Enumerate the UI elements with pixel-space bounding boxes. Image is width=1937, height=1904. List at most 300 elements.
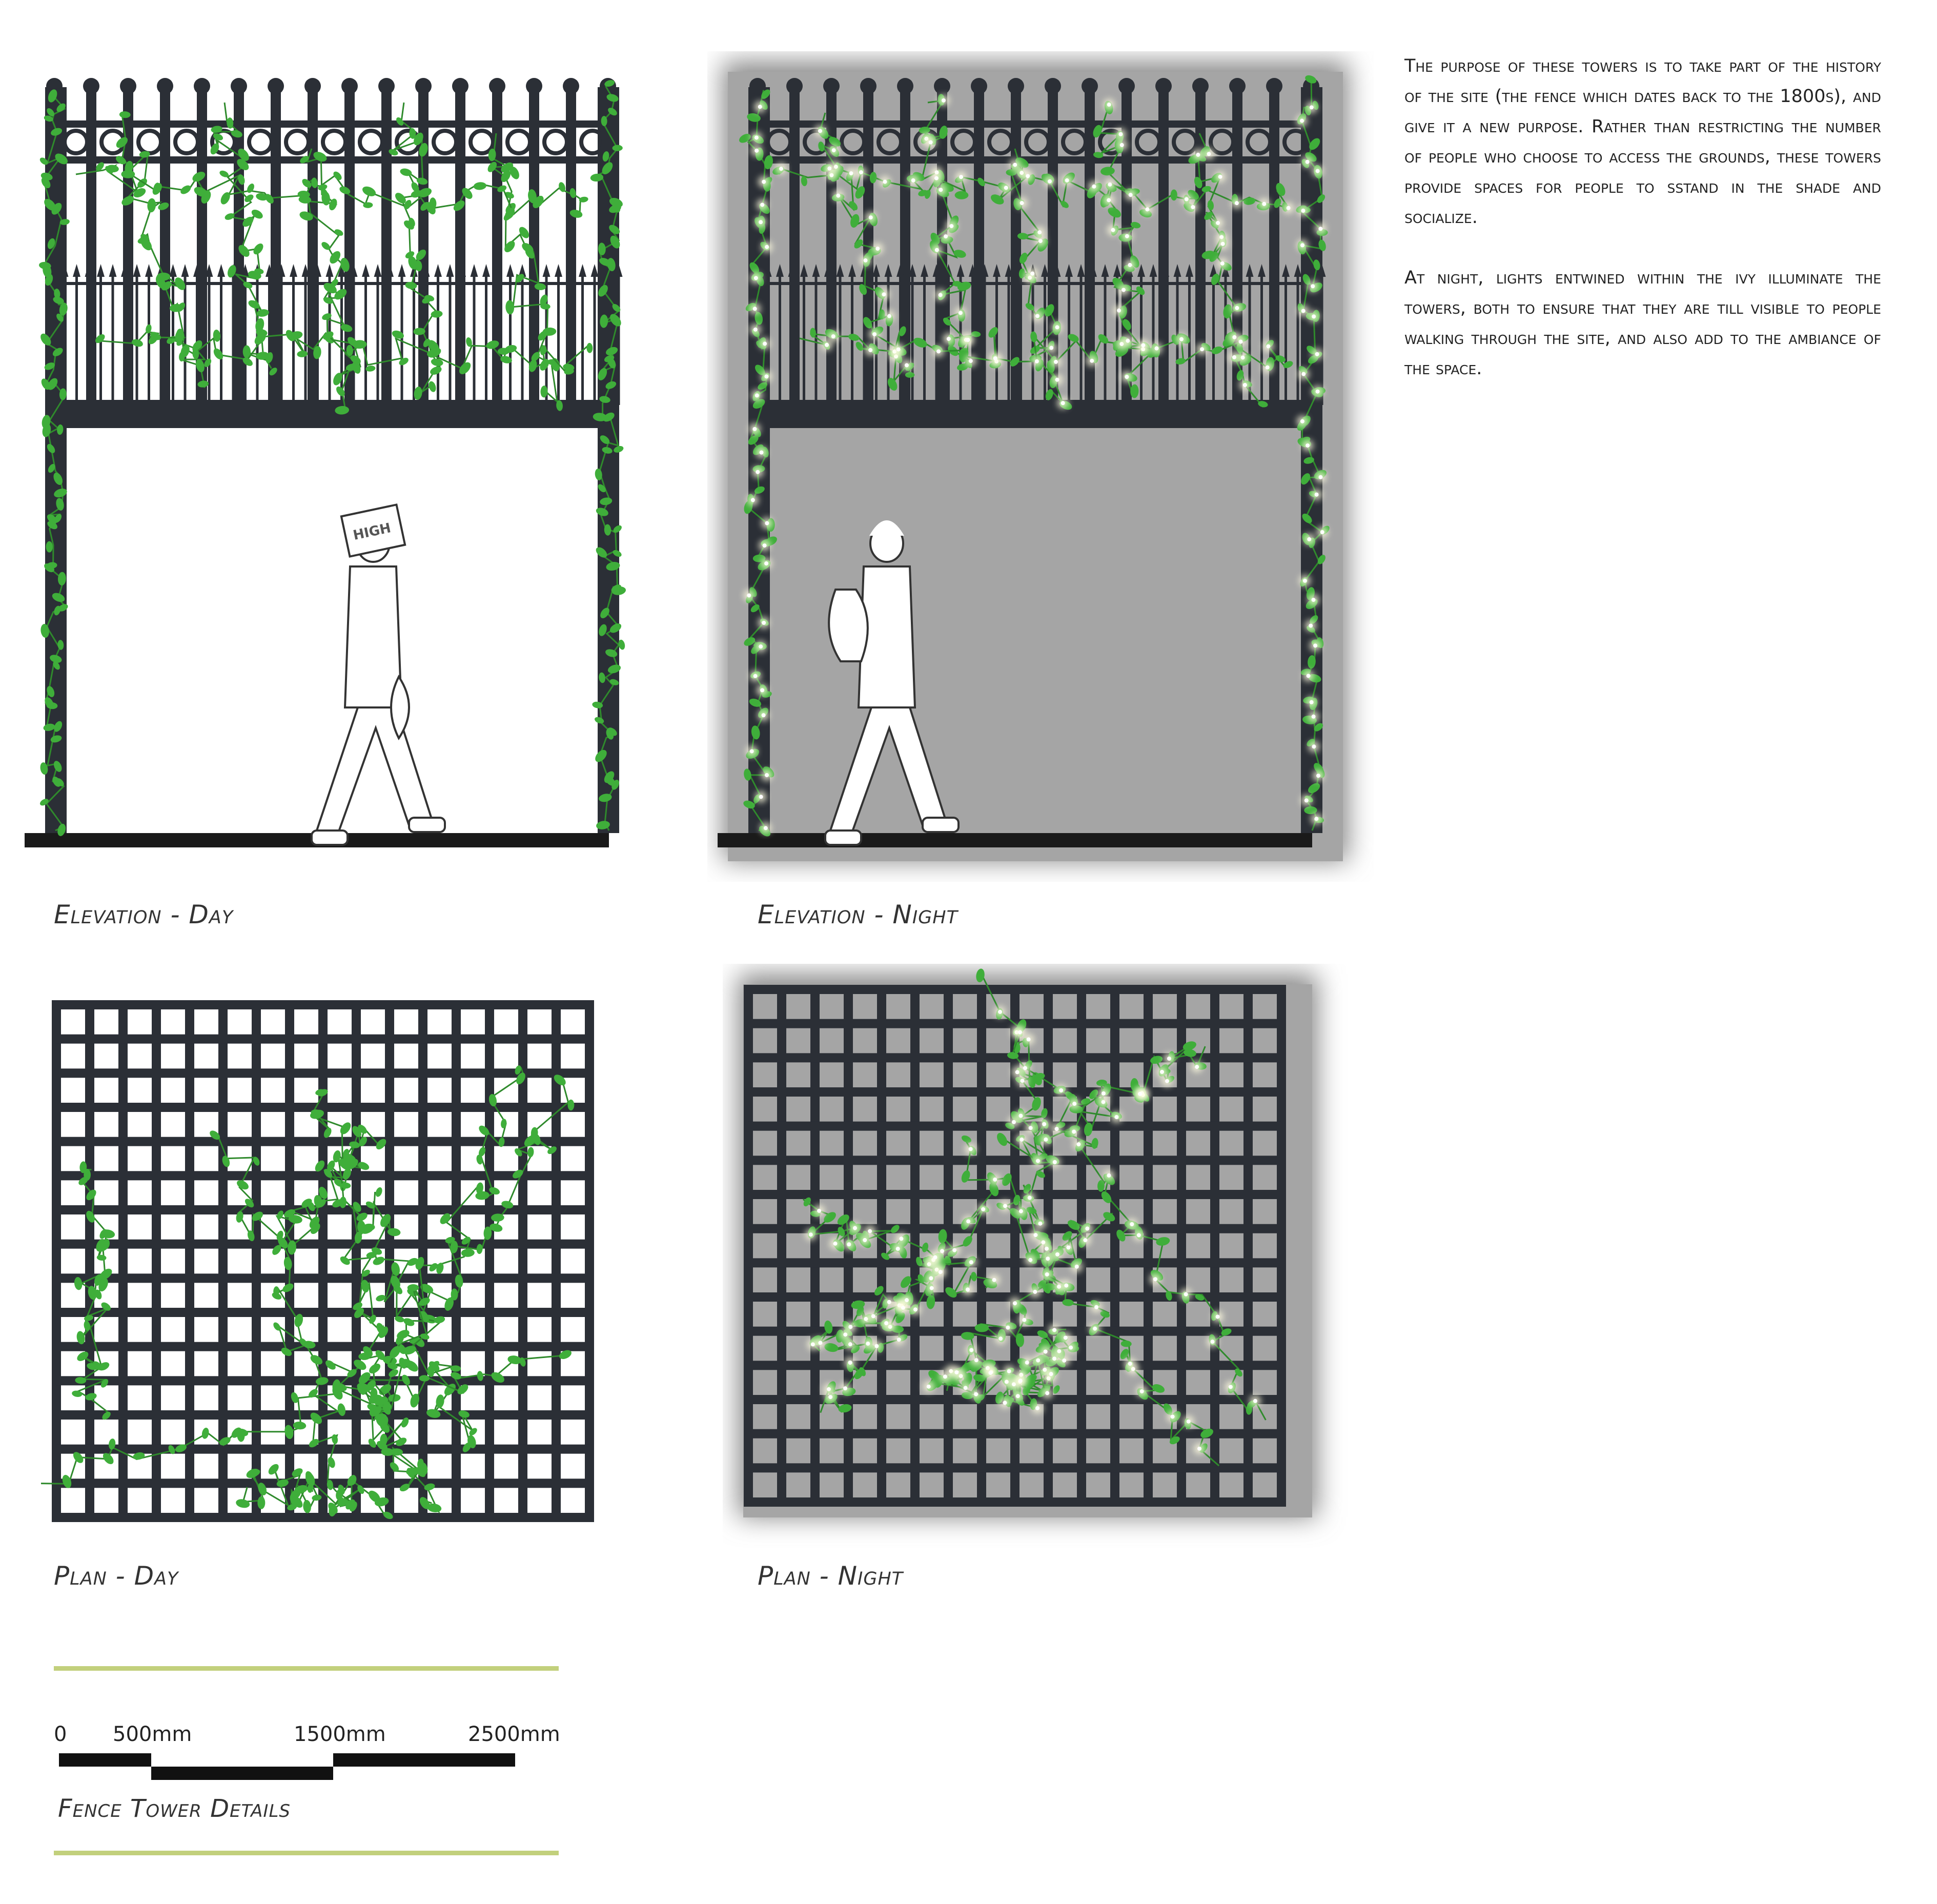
fairy-light [939,188,943,192]
fairy-light [896,1247,900,1251]
thin-bar [377,274,379,405]
fairy-light [762,180,766,184]
ivy-leaf [121,170,135,178]
fairy-light [1062,1359,1066,1363]
fairy-light [969,1348,973,1352]
fairy-light [1216,1314,1220,1319]
fairy-light [1301,372,1306,376]
fairy-light [1065,178,1069,183]
fairy-light [1028,1258,1032,1262]
fairy-light [1028,1196,1032,1200]
ivy-leaf [567,1100,574,1110]
fairy-light [1300,119,1304,123]
thin-bar [268,274,271,405]
fairy-light [930,1286,934,1290]
fairy-light [875,247,880,251]
fairy-light [954,1370,959,1374]
fairy-light [869,215,873,219]
fairy-light [1301,209,1305,213]
fairy-light [933,1255,937,1260]
fairy-light [1229,1385,1233,1389]
fairy-light [1313,643,1317,647]
fairy-light [1057,1349,1061,1353]
fairy-light [1036,1359,1040,1363]
fairy-light [1137,1233,1141,1237]
plan-vertical-bar [252,1005,261,1517]
fairy-light [871,1314,875,1318]
fairy-light [1125,375,1129,379]
plan-vertical-bar [777,989,786,1502]
fairy-light [1029,1126,1033,1130]
fairy-light [1033,1233,1037,1237]
picket-finial [1118,78,1135,94]
thin-bar [220,274,222,405]
fairy-light [754,276,758,280]
thin-bar [618,274,620,405]
picket-finial [231,78,247,94]
picket-finial [452,78,468,94]
thin-bar [545,274,548,405]
fairy-light [1306,443,1310,448]
fairy-light [929,1276,933,1280]
picket-finial [1229,78,1246,94]
picket-finial [304,78,321,94]
night-background [728,72,1343,861]
spear-tip [109,264,117,277]
fairy-light [1064,1284,1068,1288]
fairy-light [1266,345,1270,349]
fairy-light [1128,263,1132,267]
scale-label-1500: 1500mm [294,1723,386,1746]
fairy-light [1049,346,1053,350]
fairy-light [1218,175,1222,179]
fairy-light [1027,1038,1031,1042]
thin-bar [779,274,781,405]
fairy-light [1044,1350,1048,1354]
spear-tip [362,264,370,277]
thin-bar [437,274,439,405]
thin-bar [839,274,842,405]
fairy-light [752,427,757,431]
fairy-light [1184,1292,1188,1297]
fairy-light [763,341,767,346]
fairy-light [1235,201,1239,205]
fairy-light [762,621,766,625]
elevation-night-drawing [707,51,1374,882]
fairy-light [1311,598,1315,602]
caption-elevation-day: Elevation - Day [54,900,234,929]
ivy-leaf [429,365,443,376]
thin-bar [160,274,162,405]
fairy-light [751,498,755,502]
fairy-light [1016,1394,1020,1398]
fairy-light [1167,1057,1171,1061]
fairy-light [1185,197,1189,201]
plan-vertical-bar [452,1005,461,1517]
band-ring [138,131,161,153]
fairy-light [974,1358,978,1362]
band-ring [286,131,309,153]
spear-tip [543,264,550,277]
band-ring [249,131,272,153]
spear-tip [326,264,334,277]
fairy-light [959,175,963,179]
fairy-light [753,307,757,311]
ivy-leaf [586,343,593,353]
thin-bar [280,274,283,405]
band-ring [175,131,198,153]
fairy-light [1107,103,1111,107]
fairy-light [1300,243,1304,247]
fairy-light [882,292,886,296]
fairy-light [848,1325,852,1329]
fairy-light [1055,1252,1059,1257]
fairy-light [1129,193,1133,197]
spear-tip [398,264,406,277]
band-ring [360,131,382,153]
thin-bar [509,274,512,405]
fairy-light [1045,1391,1049,1395]
thin-bar [791,274,793,405]
fairy-light [760,202,764,207]
picket-finial [823,78,840,94]
fairy-light [1076,1142,1080,1146]
fairy-light [899,1237,903,1241]
picket-finial [1045,78,1061,94]
picket-finial [1155,78,1172,94]
fairy-light [843,1386,847,1390]
fairy-light [905,363,909,367]
ivy-leaf [257,1496,265,1509]
plan-horizontal-bar [748,1156,1281,1165]
fairy-light [1102,1091,1106,1096]
fairy-light [952,1248,956,1252]
plan-vertical-bar [85,1005,94,1517]
thin-bar [1116,274,1118,405]
elevation-group [25,78,626,847]
thin-bar [521,274,524,405]
fairy-light [897,1338,901,1342]
fairy-light [759,795,763,799]
spear-tip [471,264,478,277]
fairy-light [1048,179,1052,184]
band-ring [323,131,345,153]
fairy-light [1316,169,1320,173]
fairy-light [939,1270,943,1274]
fairy-light [1057,1285,1061,1289]
fairy-light [1019,1209,1023,1213]
fairy-light [1026,174,1030,178]
fairy-light [1266,366,1270,370]
picket-finial [934,78,950,94]
fairy-light [969,1260,973,1264]
fairy-light [1044,1138,1048,1142]
fairy-light [966,1219,970,1223]
fairy-light [1316,390,1320,394]
fairy-light [1003,1204,1007,1208]
thin-bar [497,274,500,405]
picket-finial [860,78,876,94]
fairy-light [1114,1115,1118,1119]
bottom-divider-rule [54,1851,559,1855]
fairy-light [927,1385,931,1389]
thin-bar [461,274,463,405]
fairy-light [1018,1114,1023,1118]
fairy-light [747,593,751,597]
fairy-light [1311,284,1315,288]
fairy-light [1020,1138,1024,1142]
fairy-light [1232,335,1236,339]
plan-vertical-bar [485,1005,494,1517]
fairy-light [1055,325,1059,329]
picket-finial [1192,78,1209,94]
person-backpack [829,590,868,661]
fairy-light [874,1344,879,1348]
fairy-light [866,1342,870,1346]
elevation-day-drawing [25,72,640,856]
fairy-light [998,1336,1003,1341]
plan-horizontal-bar [56,1137,589,1146]
fairy-light [1239,339,1243,343]
plan-horizontal-bar [748,1258,1281,1267]
fairy-light [1310,105,1314,109]
fairy-light [868,1229,872,1233]
spear-tip [482,264,490,277]
picket-finial [378,78,395,94]
fairy-light [1287,206,1291,210]
ivy-leaf [302,1500,312,1513]
spear-tip [145,264,153,277]
ivy-leaf [431,310,443,318]
fairy-light [1171,1414,1175,1419]
fairy-light [1007,1369,1011,1373]
fairy-light [848,1361,852,1365]
fairy-light [1038,239,1043,243]
spear-tip [169,264,177,277]
fairy-light [1015,1070,1020,1074]
fairy-light [863,1238,867,1242]
fairy-light [1035,314,1039,318]
ivy-leaf [212,347,225,361]
fairy-light [759,644,763,649]
fairy-light [901,1306,905,1310]
fairy-light [758,105,762,109]
ivy-leaf [201,1427,210,1440]
fairy-light [1309,623,1313,627]
fairy-light [1004,186,1008,190]
person-torso [345,566,401,707]
fairy-light [1220,261,1225,266]
fairy-light [827,167,831,171]
ivy-leaf [955,191,969,199]
fairy-light [868,348,872,352]
thin-bar [401,274,403,405]
fairy-light [887,314,891,318]
thin-bar [1080,274,1083,405]
plan-horizontal-bar [56,1068,589,1078]
fairy-light [1200,347,1204,351]
fairy-light [1318,227,1322,231]
ivy-leaf [500,1119,507,1129]
plan-horizontal-bar [748,1361,1281,1370]
fairy-light [1216,221,1220,225]
fairy-light [1138,1092,1142,1096]
person-shoe [923,818,959,832]
spear-tip [374,264,382,277]
band-ring [65,131,87,153]
thin-bar [755,274,757,405]
fairy-light [811,1342,815,1346]
scale-label-500: 500mm [113,1723,192,1746]
thin-bar [389,274,391,405]
ivy-leaf [46,541,53,553]
plan-vertical-bar [1210,989,1219,1502]
thin-bar [124,274,126,405]
plan-horizontal-bar [56,1035,589,1044]
thin-bar [449,274,452,405]
scale-segment-3 [333,1753,515,1767]
fairy-light [1054,360,1058,364]
fairy-light [1125,234,1129,238]
fairy-light [1094,1305,1098,1309]
ivy-leaf [338,1121,353,1137]
fairy-light [1083,1238,1087,1242]
fairy-light [942,98,946,103]
thin-bar [594,274,596,405]
fence-picket [455,92,465,405]
fairy-light [1003,1401,1007,1405]
fairy-light [1052,1328,1056,1332]
fairy-light [913,1307,917,1311]
plan-horizontal-bar [56,1171,589,1180]
caption-elevation-night: Elevation - Night [758,900,958,929]
band-ring [434,131,456,153]
fairy-light [1036,1159,1040,1163]
spear-tip [591,264,599,277]
fairy-light [1307,537,1311,541]
fairy-light [1316,774,1320,778]
scale-bar [54,1723,566,1789]
person-bag [391,677,409,738]
thin-bar [364,274,367,405]
fairy-light [940,1249,944,1253]
fairy-light [1122,288,1126,292]
person-legs [317,707,432,836]
fairy-light [1196,153,1200,157]
ivy-leaf [527,1147,534,1158]
plan-vertical-bar [1010,989,1020,1502]
fairy-light [849,171,853,175]
fairy-light [1090,359,1094,363]
ivy-leaf [317,184,328,192]
fairy-light [1241,355,1245,359]
plan-horizontal-bar [56,1478,589,1488]
fairy-light [832,148,836,152]
fairy-light [1006,1326,1010,1330]
fairy-light [755,135,759,139]
fairy-light [1312,314,1316,318]
ivy-leaf [71,1390,83,1397]
thin-bar [304,274,307,405]
ground-line [718,833,1312,847]
scale-title: Fence Tower Details [58,1794,291,1823]
thin-bar [1152,274,1155,405]
fairy-light [1195,1065,1199,1069]
plan-vertical-bar [877,989,886,1502]
band-ring [544,131,567,153]
fairy-light [1059,1088,1063,1092]
fairy-light [1053,1160,1057,1164]
fairy-light [818,129,822,133]
plan-horizontal-bar [56,1410,589,1420]
ivy-leaf [398,356,410,367]
picket-finial [786,78,803,94]
fairy-light [964,1386,968,1390]
thin-bar [413,274,415,405]
fairy-light [827,1387,831,1391]
ivy-leaf [246,183,256,194]
plan-horizontal-bar [748,1463,1281,1472]
fairy-light [947,337,951,341]
fairy-light [1141,343,1145,347]
plan-vertical-bar [810,989,820,1502]
fairy-light [1042,1122,1046,1126]
plan-vertical-bar [977,989,986,1502]
plan-horizontal-bar [56,1308,589,1317]
fairy-light [1310,700,1314,704]
fairy-light [981,1207,985,1211]
fairy-light [765,773,769,777]
ivy-leaf [402,1316,416,1327]
fairy-light [998,1010,1002,1014]
fairy-light [1318,475,1322,479]
fairy-light [1303,579,1307,583]
top-divider-rule [54,1666,559,1671]
fairy-light [1030,272,1034,276]
thin-bar [88,274,90,405]
spear-tip [217,264,225,277]
picket-finial [526,78,542,94]
thin-bar [112,274,114,405]
fairy-light [763,543,767,548]
fairy-light [825,343,829,347]
fairy-light [992,1278,996,1282]
fairy-light [1253,1399,1257,1403]
thin-bar [1284,274,1287,405]
fairy-light [1117,309,1121,313]
plan-vertical-bar [1110,989,1119,1502]
fairy-light [1102,1100,1106,1104]
thin-bar [316,274,319,405]
thin-bar [1020,274,1022,405]
person-shoe [825,831,861,845]
description-text [1404,51,1881,414]
fairy-light [848,1342,852,1346]
fence-picket [1158,92,1169,405]
picket-finial [1082,78,1098,94]
fairy-light [1111,228,1115,232]
fairy-light [936,349,941,353]
ivy-leaf [427,380,437,393]
ivy-leaf [517,225,531,240]
thin-bar [815,274,818,405]
fairy-light [1075,1265,1079,1269]
fairy-light [864,1317,868,1321]
fairy-light [949,224,953,228]
plan-vertical-bar [152,1005,161,1517]
fairy-light [1165,1079,1169,1083]
fairy-light [1033,1290,1037,1294]
